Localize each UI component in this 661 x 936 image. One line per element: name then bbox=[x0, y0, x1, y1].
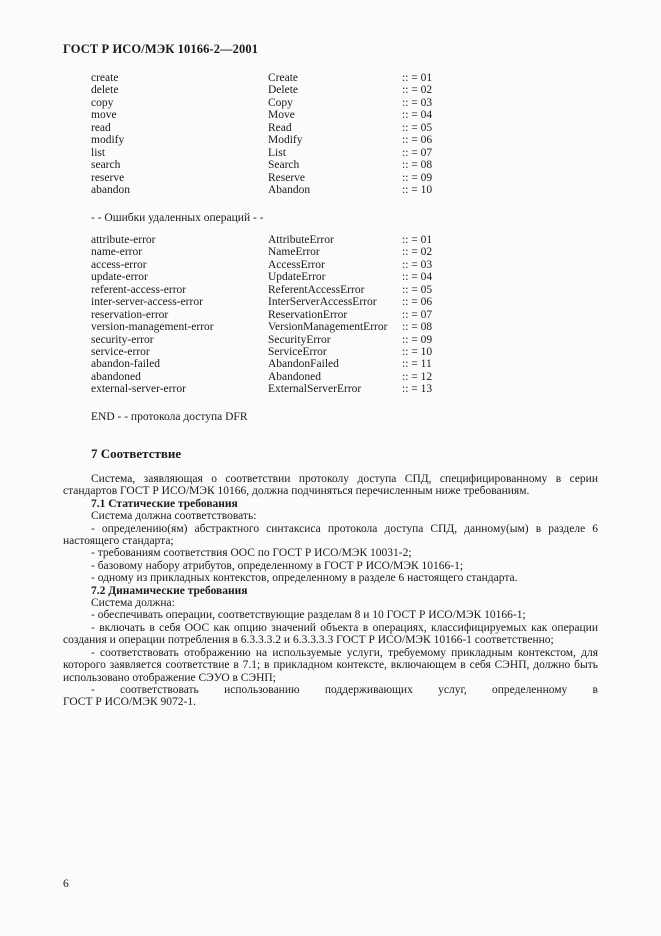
type-name: Reserve bbox=[268, 171, 306, 184]
identifier: name-error bbox=[91, 246, 143, 259]
paragraph: - обеспечивать операции, соответствующие разделам 8 и 10 ГОСТ Р ИСО/МЭК 10166-1; bbox=[91, 609, 526, 622]
code-value: :: = 04 bbox=[402, 109, 433, 122]
type-name: List bbox=[268, 146, 286, 159]
code-value: :: = 08 bbox=[402, 321, 433, 334]
paragraph: - соответствовать использованию поддерживающих услуг, определенному в bbox=[91, 683, 598, 696]
identifier: copy bbox=[91, 96, 114, 109]
type-name: Create bbox=[268, 72, 299, 84]
code-value: :: = 07 bbox=[402, 146, 433, 159]
paragraph: - включать в себя ООС как опцию значений объекта в операциях, классифицируемых как операции создания и операции потребления в 6.3.3.3.2 и 6.3.3.3.3 ГОСТ Р ИСО/МЭК 10166-1 соответственно; bbox=[63, 621, 598, 647]
code-value: :: = 04 bbox=[402, 271, 433, 284]
type-name: VersionManagementError bbox=[268, 321, 388, 334]
identifier: external-server-error bbox=[91, 383, 186, 396]
identifier: create bbox=[91, 72, 119, 84]
identifier: attribute-error bbox=[91, 234, 156, 246]
type-name: InterServerAccessError bbox=[268, 296, 377, 309]
code-value: :: = 08 bbox=[402, 159, 433, 172]
code-value: :: = 01 bbox=[402, 72, 433, 84]
identifier: search bbox=[91, 159, 121, 172]
identifier: delete bbox=[91, 84, 119, 97]
code-value: :: = 02 bbox=[402, 246, 433, 259]
type-name: UpdateError bbox=[268, 271, 326, 284]
identifier: abandon-failed bbox=[91, 358, 160, 371]
code-value: :: = 02 bbox=[402, 84, 433, 97]
identifier: move bbox=[91, 109, 117, 122]
paragraph: - соответствовать отображению на используемые услуги, требуемому прикладным контекстом, для которого заявляется соответствие в 7.1; в прикладном контексте, включающем в себя СЭНП, должно быть использовано отображение СЭУО в СЭНП; bbox=[63, 646, 598, 684]
code-value: :: = 10 bbox=[402, 183, 433, 196]
type-name: AttributeError bbox=[268, 234, 334, 246]
identifier: reserve bbox=[91, 171, 125, 184]
errors-comment: - - Ошибки удаленных операций - - bbox=[91, 212, 264, 224]
identifier: modify bbox=[91, 134, 125, 147]
code-value: :: = 13 bbox=[402, 383, 433, 396]
type-name: ServiceError bbox=[268, 345, 327, 358]
code-value: :: = 07 bbox=[402, 308, 433, 321]
identifier: security-error bbox=[91, 333, 154, 346]
paragraph: - базовому набору атрибутов, определенному в ГОСТ Р ИСО/МЭК 10166-1; bbox=[91, 559, 464, 572]
type-name: ReferentAccessError bbox=[268, 283, 365, 296]
type-name: ExternalServerError bbox=[268, 383, 362, 396]
code-value: :: = 06 bbox=[402, 134, 433, 147]
type-name: AccessError bbox=[268, 258, 325, 271]
page-number: 6 bbox=[63, 878, 69, 890]
identifier: abandoned bbox=[91, 370, 141, 383]
code-value: :: = 05 bbox=[402, 283, 433, 296]
identifier: service-error bbox=[91, 345, 150, 358]
code-value: :: = 09 bbox=[402, 333, 433, 346]
code-value: :: = 10 bbox=[402, 345, 433, 358]
type-name: Abandon bbox=[268, 183, 311, 196]
identifier: version-management-error bbox=[91, 321, 214, 334]
type-name: Read bbox=[268, 121, 292, 134]
type-name: Abandoned bbox=[268, 370, 322, 383]
type-name: SecurityError bbox=[268, 333, 331, 346]
type-name: Delete bbox=[268, 84, 299, 97]
paragraph: Система должна: bbox=[91, 597, 175, 610]
paragraph: ГОСТ Р ИСО/МЭК 9072-1. bbox=[63, 696, 196, 709]
subsection-heading: 7.1 Статические требования bbox=[91, 497, 238, 510]
code-value: :: = 09 bbox=[402, 171, 433, 184]
identifier: read bbox=[91, 121, 111, 134]
paragraph: Система, заявляющая о соответствии протоколу доступа СПД, специфицированному в серии стандартов ГОСТ Р ИСО/МЭК 10166, должна подчиняться перечисленным ниже требованиям. bbox=[63, 473, 598, 498]
identifier: update-error bbox=[91, 271, 148, 284]
identifier: list bbox=[91, 146, 106, 159]
identifier: abandon bbox=[91, 183, 130, 196]
type-name: Search bbox=[268, 159, 300, 172]
paragraph: - требованиям соответствия ООС по ГОСТ Р ИСО/МЭК 10031-2; bbox=[91, 547, 412, 560]
type-name: NameError bbox=[268, 246, 320, 259]
page-header: ГОСТ Р ИСО/МЭК 10166-2—2001 bbox=[63, 42, 259, 56]
code-value: :: = 01 bbox=[402, 234, 433, 246]
type-name: Move bbox=[268, 109, 295, 122]
identifier: access-error bbox=[91, 258, 147, 271]
subsection-heading: 7.2 Динамические требования bbox=[91, 584, 248, 597]
type-name: AbandonFailed bbox=[268, 358, 339, 371]
paragraph: Система должна соответствовать: bbox=[91, 510, 257, 523]
identifier: inter-server-access-error bbox=[91, 296, 203, 309]
section-body bbox=[63, 473, 598, 709]
section-heading: 7 Соответствие bbox=[91, 446, 182, 461]
paragraph: - одному из прикладных контекстов, определенному в разделе 6 настоящего стандарта. bbox=[91, 572, 518, 585]
code-value: :: = 12 bbox=[402, 370, 433, 383]
identifier: reservation-error bbox=[91, 308, 169, 321]
code-value: :: = 03 bbox=[402, 258, 433, 271]
identifier: referent-access-error bbox=[91, 283, 187, 296]
type-name: Copy bbox=[268, 96, 293, 109]
paragraph: - определению(ям) абстрактного синтаксиса протокола доступа СПД, данному(ым) в разделе 6 настоящего стандарта; bbox=[63, 522, 598, 548]
code-value: :: = 05 bbox=[402, 121, 433, 134]
type-name: Modify bbox=[268, 134, 303, 147]
type-name: ReservationError bbox=[268, 308, 348, 321]
code-value: :: = 03 bbox=[402, 96, 433, 109]
code-value: :: = 06 bbox=[402, 296, 433, 309]
end-line: END - - протокола доступа DFR bbox=[91, 411, 248, 423]
code-value: :: = 11 bbox=[402, 358, 432, 371]
